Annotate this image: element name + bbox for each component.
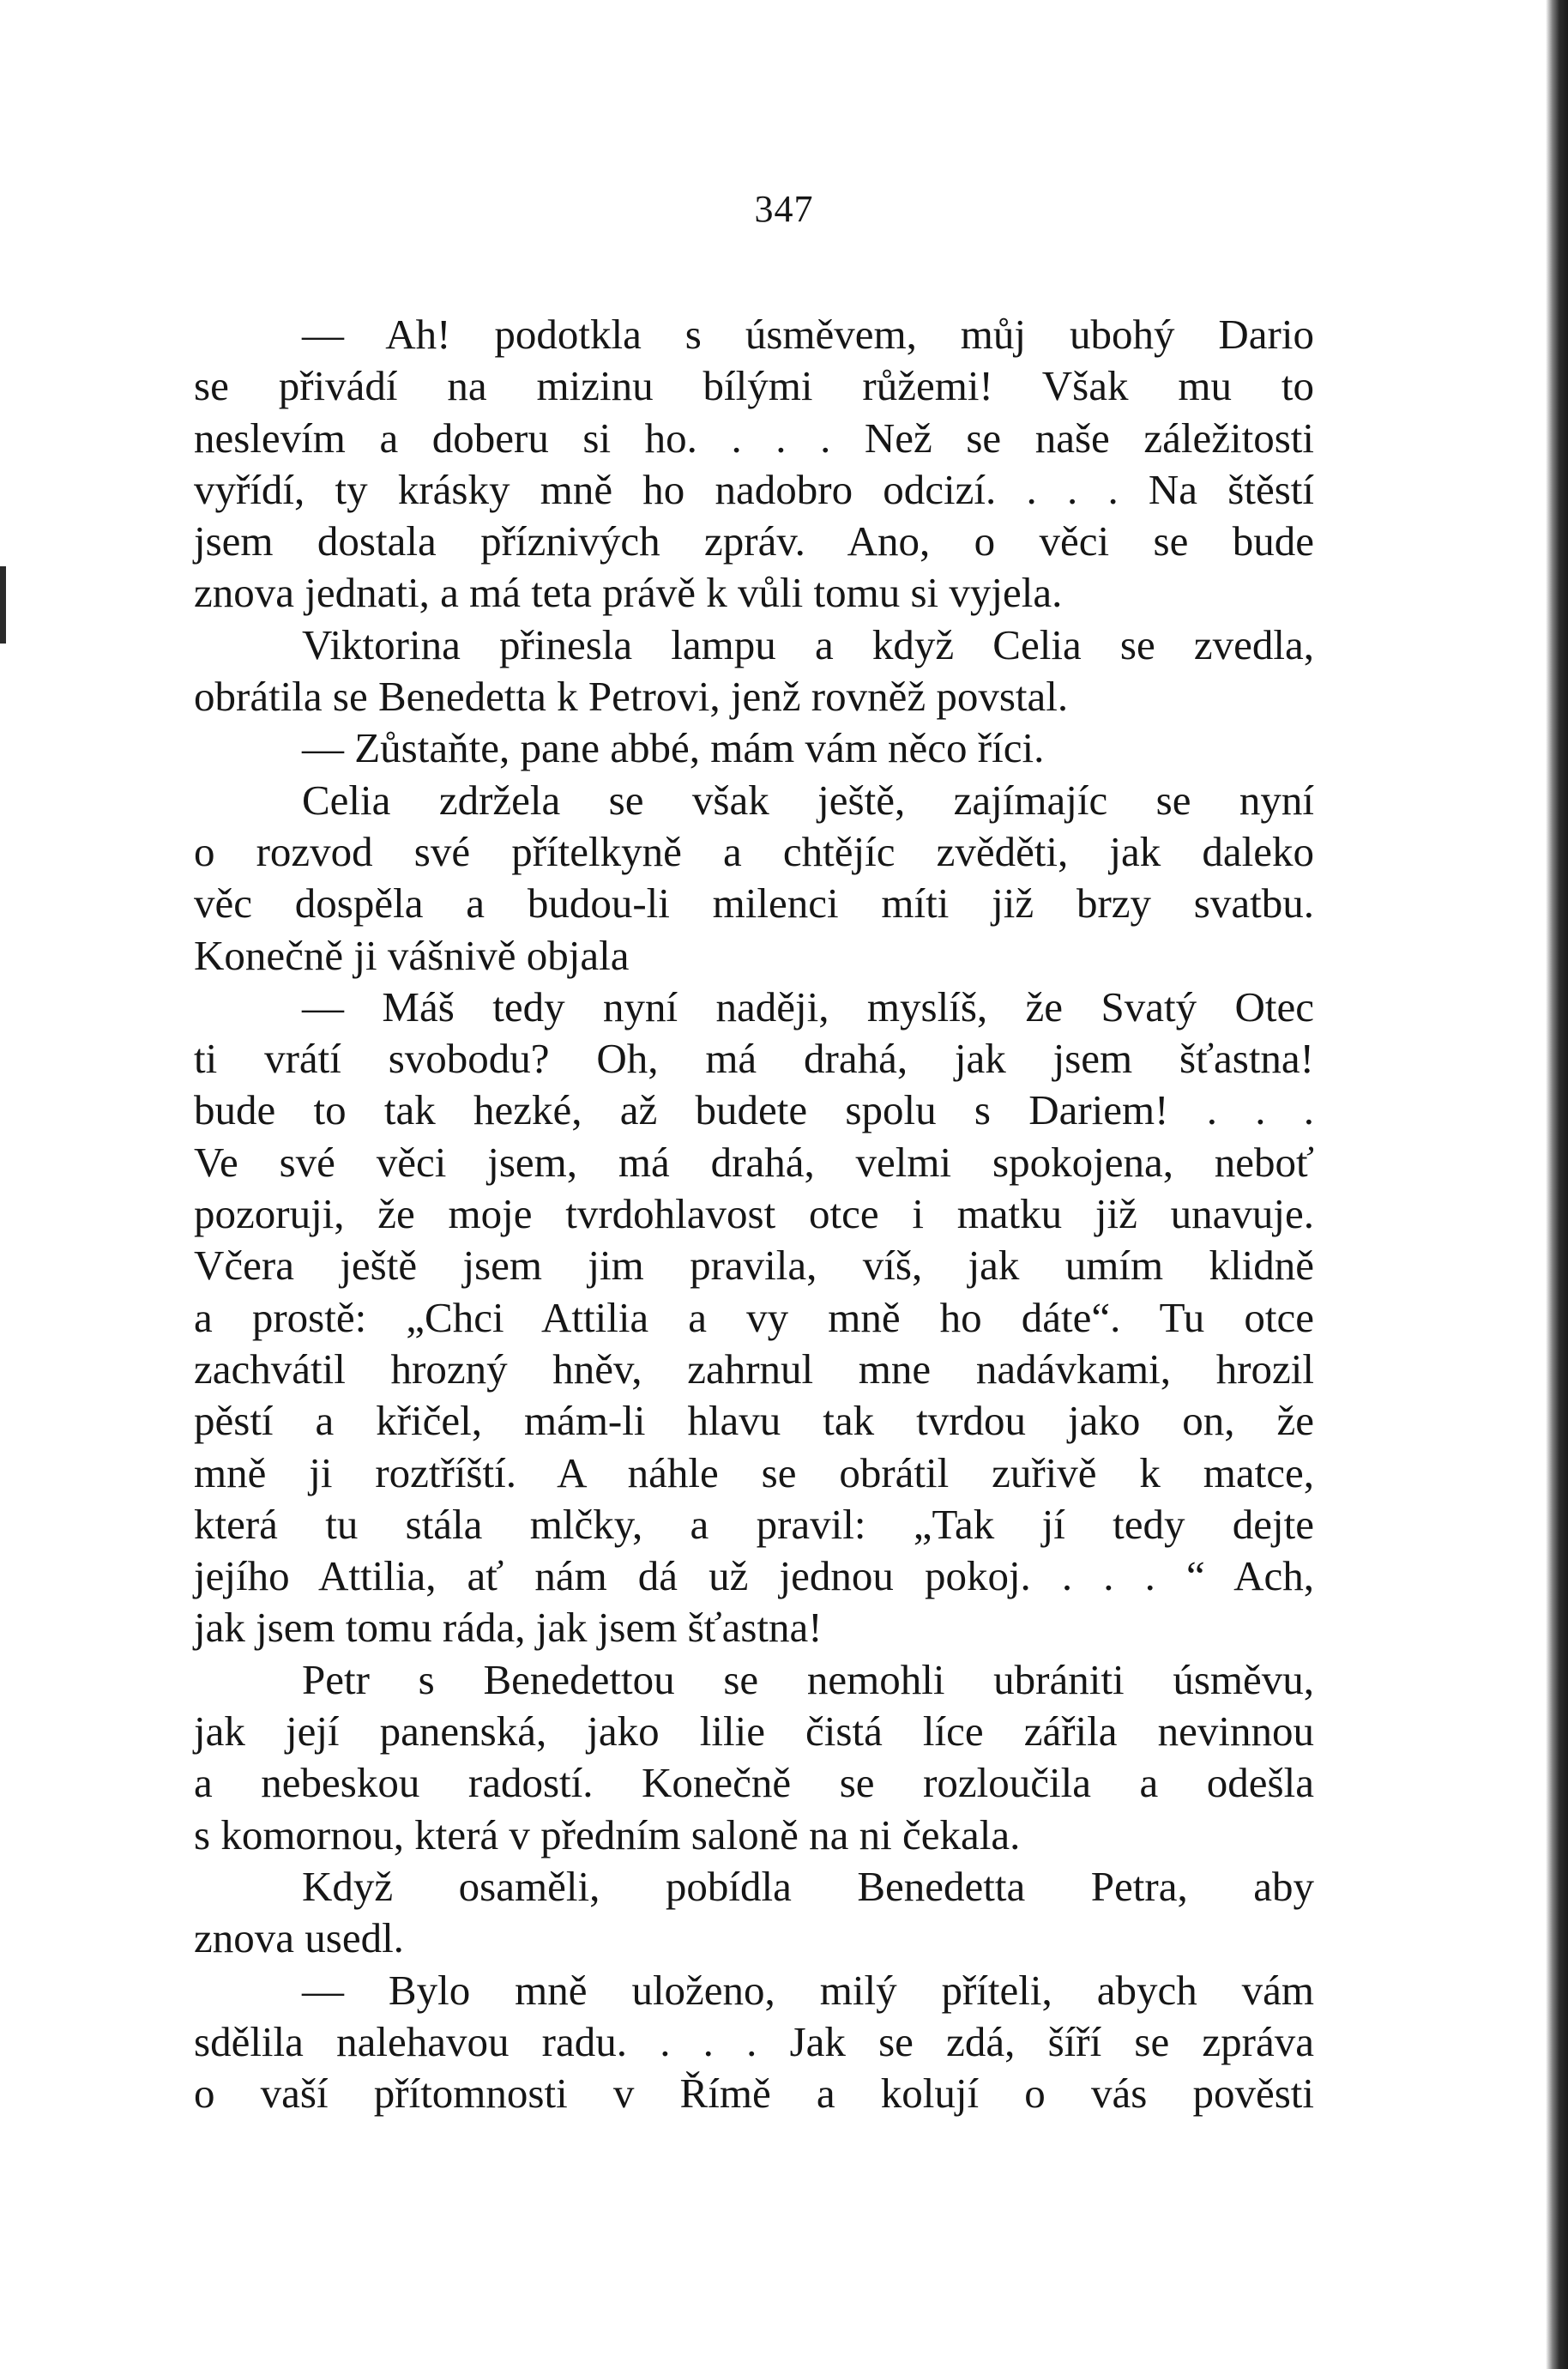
- text-line: která tu stála mlčky, a pravil: „Tak jí tedy dejte: [194, 1500, 1314, 1548]
- body-text: [194, 309, 1314, 2119]
- text-line: Když osaměli, pobídla Benedetta Petra, aby: [302, 1862, 1314, 1910]
- text-line: pozoruji, že moje tvrdohlavost otce i matku již unavuje.: [194, 1190, 1314, 1238]
- text-line: Viktorina přinesla lampu a když Celia se zvedla,: [302, 620, 1314, 668]
- text-line: obrátila se Benedetta k Petrovi, jenž rovněž povstal.: [194, 673, 1069, 721]
- text-line: sdělila nalehavou radu. . . . Jak se zdá, šíří se zpráva: [194, 2017, 1314, 2065]
- text-line: — Bylo mně uloženo, milý příteli, abych vám: [302, 1966, 1314, 2014]
- text-line: a nebeskou radostí. Konečně se rozloučila a odešla: [194, 1759, 1314, 1807]
- text-line: Včera ještě jsem jim pravila, víš, jak umím klidně: [194, 1242, 1314, 1290]
- text-line: Petr s Benedettou se nemohli ubrániti úsměvu,: [302, 1655, 1314, 1703]
- text-line: znova usedl.: [194, 1914, 404, 1962]
- text-line: jsem dostala příznivých zpráv. Ano, o věci se bude: [194, 517, 1314, 565]
- text-line: věc dospěla a budou-li milenci míti již brzy svatbu.: [194, 879, 1314, 928]
- text-line: s komornou, která v předním saloně na ni čekala.: [194, 1810, 1021, 1858]
- text-line: jejího Attilia, ať nám dá už jednou pokoj. . . . “ Ach,: [194, 1552, 1314, 1600]
- scan-edge-right: [1546, 0, 1568, 2369]
- text-line: zachvátil hrozný hněv, zahrnul mne nadávkami, hrozil: [194, 1345, 1314, 1393]
- text-line: — Ah! podotkla s úsměvem, můj ubohý Dario: [302, 311, 1314, 358]
- text-line: mně ji roztříští. A náhle se obrátil zuřivě k matce,: [194, 1448, 1314, 1496]
- text-line: ti vrátí svobodu? Oh, má drahá, jak jsem šťastna!: [194, 1035, 1314, 1083]
- text-line: znova jednati, a má teta právě k vůli tomu si vyjela.: [194, 569, 1063, 617]
- text-line: Celia zdržela se však ještě, zajímajíc se nyní: [302, 776, 1314, 824]
- scan-edge-left: [0, 566, 6, 644]
- text-line: o rozvod své přítelkyně a chtějíc zvěděti, jak daleko: [194, 827, 1314, 875]
- text-line: neslevím a doberu si ho. . . . Než se naše záležitosti: [194, 414, 1314, 462]
- text-line: a prostě: „Chci Attilia a vy mně ho dáte“. Tu otce: [194, 1293, 1314, 1341]
- text-line: o vaší přítomnosti v Římě a kolují o vás pověsti: [194, 2070, 1314, 2118]
- text-line: jak jsem tomu ráda, jak jsem šťastna!: [194, 1604, 823, 1652]
- text-line: vyřídí, ty krásky mně ho nadobro odcizí. . . . Na štěstí: [194, 465, 1314, 513]
- text-line: Ve své věci jsem, má drahá, velmi spokojena, neboť: [194, 1138, 1314, 1186]
- text-line: bude to tak hezké, až budete spolu s Dariem! . . .: [194, 1086, 1314, 1134]
- text-line: se přivádí na mizinu bílými růžemi! Však mu to: [194, 362, 1314, 410]
- text-line: Konečně ji vášnivě objala: [194, 931, 630, 979]
- text-line: — Zůstaňte, pane abbé, mám vám něco říci.: [302, 724, 1045, 772]
- text-line: jak její panenská, jako lilie čistá líce zářila nevinnou: [194, 1707, 1314, 1756]
- page-number: 347: [754, 188, 814, 230]
- text-line: — Máš tedy nyní naději, myslíš, že Svatý Otec: [302, 982, 1314, 1030]
- text-line: pěstí a křičel, mám-li hlavu tak tvrdou jako on, že: [194, 1397, 1314, 1445]
